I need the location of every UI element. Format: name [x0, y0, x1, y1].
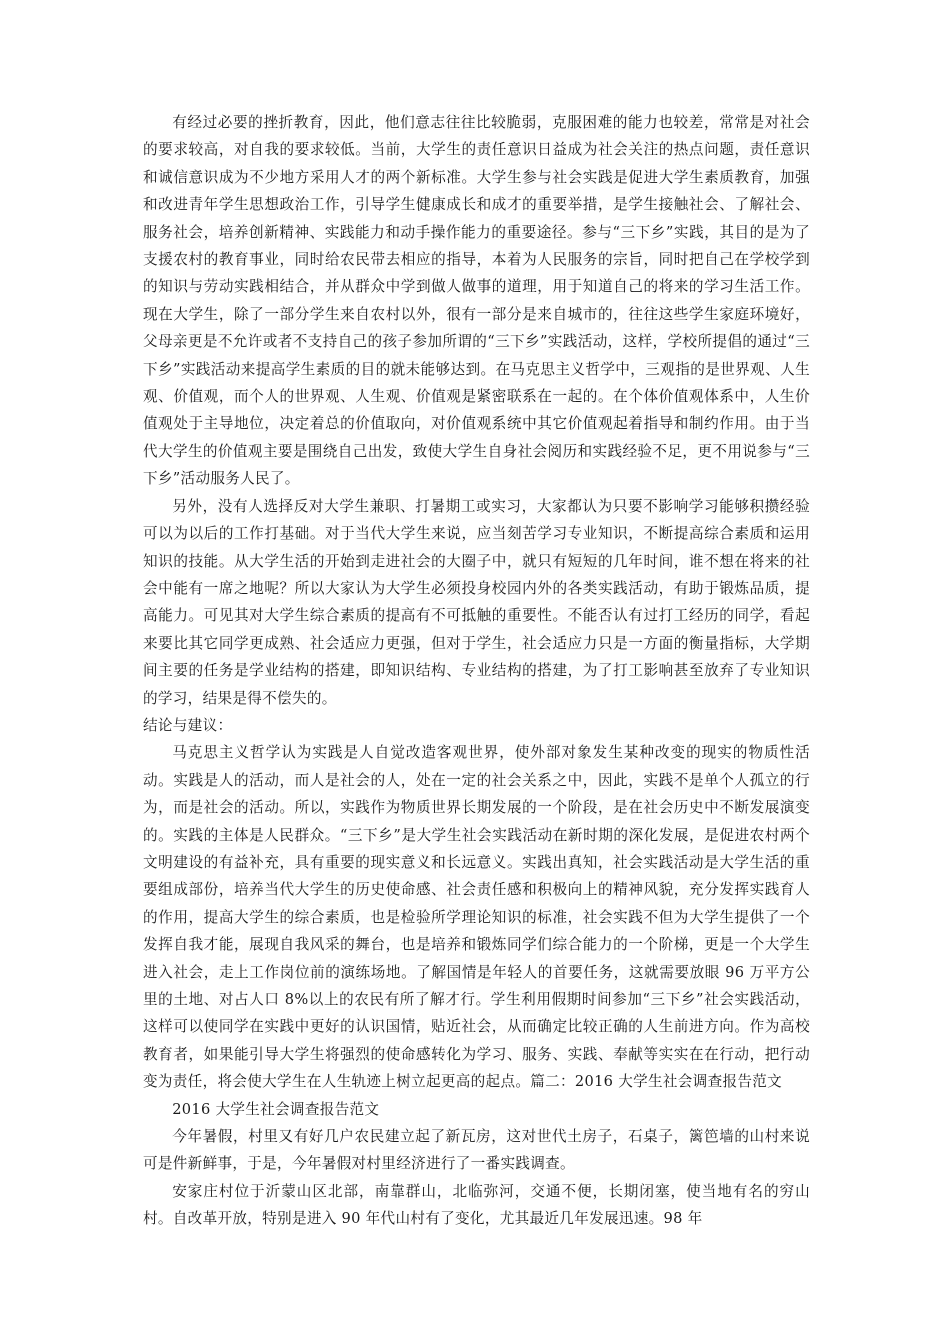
document-body: [143, 109, 810, 1233]
paragraph-1: 有经过必要的挫折教育，因此，他们意志往往比较脆弱，克服困难的能力也较差，常常是对社会的要求较高，对自我的要求较低。当前，大学生的责任意识日益成为社会关注的热点问题，责任意识和诚信意识成为不少地方采用人才的两个新标准。大学生参与社会实践是促进大学生素质教育，加强和改进青年学生思想政治工作，引导学生健康成长和成才的重要举措，是学生接触社会、了解社会、服务社会，培养创新精神、实践能力和动手操作能力的重要途径。参与“三下乡”实践，其目的是为了支援农村的教育事业，同时给农民带去相应的指导，本着为人民服务的宗旨，同时把自己在学校学到的知识与劳动实践相结合，并从群众中学到做人做事的道理，用于知道自己的将来的学习生活工作。现在大学生，除了一部分学生来自农村以外，很有一部分是来自城市的，往往这些学生家庭环境好，父母亲更是不允许或者不支持自己的孩子参加所谓的“三下乡”实践活动，这样，学校所提倡的通过“三下乡”实践活动来提高学生素质的目的就未能够达到。在马克思主义哲学中，三观指的是世界观、人生观、价值观，而个人的世界观、人生观、价值观是紧密联系在一起的。在个体价值观体系中，人生价值观处于主导地位，决定着总的价值取向，对价值观系统中其它价值观起着指导和制约作用。由于当代大学生的价值观主要是围绕自己出发，致使大学生自身社会阅历和实践经验不足，更不用说参与“三下乡”活动服务人民了。: [143, 114, 810, 488]
paragraph-2: 另外，没有人选择反对大学生兼职、打暑期工或实习，大家都认为只要不影响学习能够积攒经验可以为以后的工作打基础。对于当代大学生来说，应当刻苦学习专业知识，不断提高综合素质和运用知识的技能。从大学生活的开始到走进社会的大圈子中，就只有短短的几年时间，谁不想在将来的社会中能有一席之地呢？所以大家认为大学生必须投身校园内外的各类实践活动，有助于锻炼品质，提高能力。可见其对大学生综合素质的提高有不可抵触的重要性。不能否认有过打工经历的同学，看起来要比其它同学更成熟、社会适应力更强，但对于学生，社会适应力只是一方面的衡量指标，大学期间主要的任务是学业结构的搭建，即知识结构、专业结构的搭建，为了打工影响甚至放弃了专业知识的学习，结果是得不偿失的。: [143, 497, 810, 707]
subtitle-line: 2016 大学生社会调查报告范文: [172, 1100, 380, 1118]
paragraph-4: 今年暑假，村里又有好几户农民建立起了新瓦房，这对世代土房子，石桌子，篱笆墙的山村来说可是件新鲜事，于是，今年暑假对村里经济进行了一番实践调查。: [143, 1128, 810, 1173]
section-heading: 结论与建议：: [143, 716, 233, 734]
paragraph-3: 马克思主义哲学认为实践是人自觉改造客观世界，使外部对象发生某种改变的现实的物质性活动。实践是人的活动，而人是社会的人，处在一定的社会关系之中，因此，实践不是单个人孤立的行为，而是社会的活动。所以，实践作为物质世界长期发展的一个阶段，是在社会历史中不断发展演变的。实践的主体是人民群众。“三下乡”是大学生社会实践活动在新时期的深化发展，是促进农村两个文明建设的有益补充，具有重要的现实意义和长远意义。实践出真知，社会实践活动是大学生活的重要组成部份，培养当代大学生的历史使命感、社会责任感和积极向上的精神风貌，充分发挥实践育人的作用，提高大学生的综合素质，也是检验所学理论知识的标准，社会实践不但为大学生提供了一个发挥自我才能，展现自我风采的舞台，也是培养和锻炼同学们综合能力的一个阶梯，更是一个大学生进入社会，走上工作岗位前的演练场地。了解国情是年轻人的首要任务，这就需要放眼 96 万平方公里的土地、对占人口 8%以上的农民有所了解才行。学生利用假期时间参加“三下乡”社会实践活动，这样可以使同学在实践中更好的认识国情，贴近社会，从而确定比较正确的人生前进方向。作为高校教育者，如果能引导大学生将强烈的使命感转化为学习、服务、实践、奉献等实实在在行动，把行动变为责任，将会使大学生在人生轨迹上树立起更高的起点。篇二：2016 大学生社会调查报告范文: [143, 744, 810, 1091]
paragraph-5: 安家庄村位于沂蒙山区北部，南靠群山，北临弥河，交通不便，长期闭塞，使当地有名的穷山村。自改革开放，特别是进入 90 年代山村有了变化，尤其最近几年发展迅速。98 年: [143, 1182, 810, 1228]
